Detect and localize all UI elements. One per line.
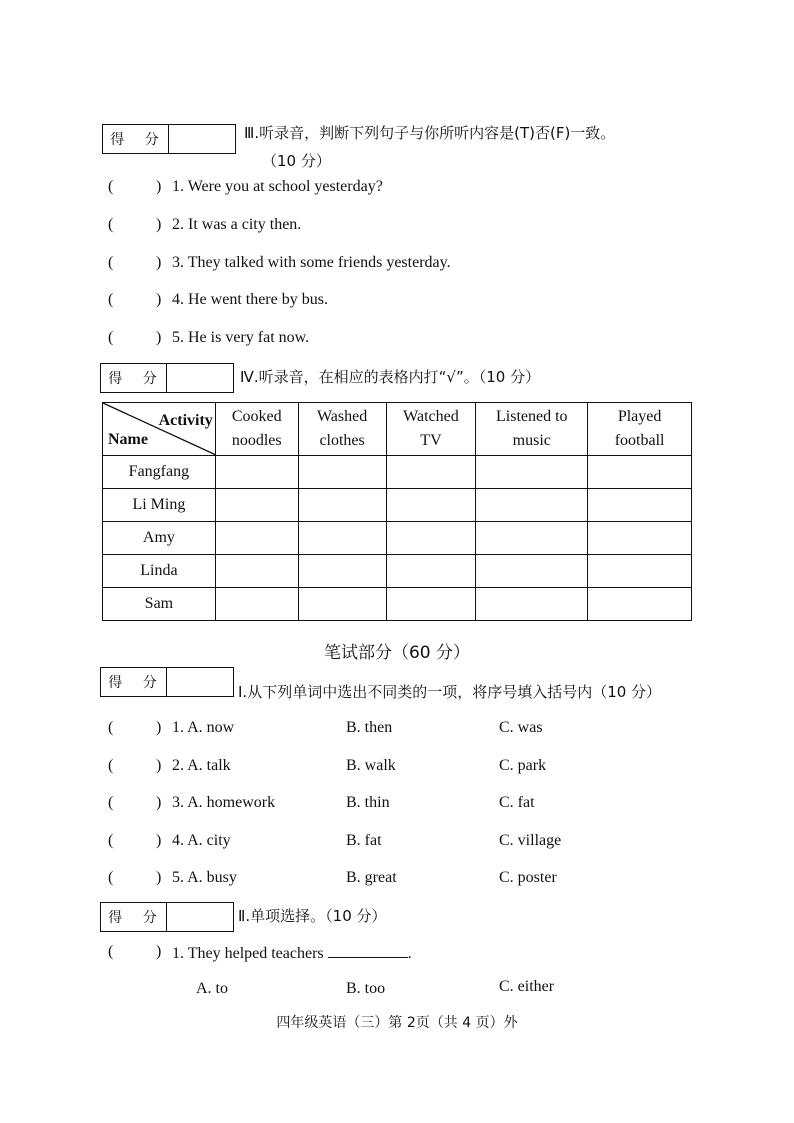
answer-paren-close: ) [156,719,162,736]
written2-heading: Ⅱ.单项选择。（10 分） [238,907,387,925]
answer-cell[interactable] [215,555,298,588]
answer-paren-open: ( [108,178,114,195]
score-label: 得 分 [101,364,167,392]
part3-heading: Ⅲ.听录音，判断下列句子与你所听内容是(T)否(F)一致。 [244,124,616,142]
name-header: Name [108,431,148,448]
column-header [215,403,298,456]
answer-paren-close: ) [156,757,162,774]
answer-paren-close: ) [156,794,162,811]
column-header-line: Washed [316,408,368,425]
option-c: C. either [499,978,555,995]
answer-paren-close: ) [156,329,162,346]
column-header-line: music [512,432,551,449]
option-c: C. poster [499,869,557,886]
column-header [588,403,692,456]
answer-paren-close: ) [156,178,162,195]
table-row [103,522,692,555]
answer-cell[interactable] [298,456,386,489]
option-b: B. walk [346,757,396,774]
answer-cell[interactable] [215,456,298,489]
activity-table [102,402,692,621]
score-box-part3 [102,124,236,154]
column-header-line: Watched [403,408,459,425]
answer-paren-close: ) [156,943,162,960]
answer-cell[interactable] [588,456,692,489]
answer-paren-open: ( [108,291,114,308]
score-label: 得 分 [103,125,169,153]
question-text: 2. It was a city then. [172,216,302,233]
answer-cell[interactable] [588,588,692,621]
score-value-field[interactable] [169,125,235,153]
option-a: 2. A. talk [172,757,231,774]
score-box-written1 [100,667,234,697]
answer-cell[interactable] [476,522,588,555]
option-b: B. great [346,869,397,886]
answer-paren-open: ( [108,832,114,849]
written1-heading: Ⅰ.从下列单词中选出不同类的一项，将序号填入括号内（10 分） [238,683,662,701]
answer-paren-open: ( [108,869,114,886]
option-c: C. park [499,757,547,774]
option-a: 5. A. busy [172,869,237,886]
answer-paren-open: ( [108,329,114,346]
row-name: Amy [103,522,216,555]
answer-cell[interactable] [215,588,298,621]
option-a: 4. A. city [172,832,231,849]
table-row [103,555,692,588]
answer-cell[interactable] [386,489,476,522]
score-box-part4 [100,363,234,393]
answer-cell[interactable] [476,489,588,522]
answer-paren-close: ) [156,216,162,233]
answer-cell[interactable] [215,522,298,555]
answer-paren-open: ( [108,794,114,811]
answer-paren-open: ( [108,254,114,271]
column-header-line: Listened to [496,408,568,425]
answer-cell[interactable] [298,588,386,621]
answer-cell[interactable] [215,489,298,522]
column-header-line: Played [617,408,662,425]
score-box-written2 [100,902,234,932]
score-value-field[interactable] [167,903,233,931]
answer-cell[interactable] [298,555,386,588]
answer-cell[interactable] [476,555,588,588]
column-header-line: football [614,432,665,449]
question-text: 3. They talked with some friends yesterday. [172,254,451,271]
answer-cell[interactable] [386,588,476,621]
score-value-field[interactable] [167,364,233,392]
answer-cell[interactable] [386,555,476,588]
row-name: Li Ming [103,489,216,522]
answer-paren-close: ) [156,254,162,271]
option-c: C. was [499,719,543,736]
answer-cell[interactable] [588,522,692,555]
answer-cell[interactable] [476,588,588,621]
column-header [386,403,476,456]
score-value-field[interactable] [167,668,233,696]
column-header [298,403,386,456]
option-b: B. thin [346,794,390,811]
answer-cell[interactable] [298,489,386,522]
table-corner-cell [103,403,216,456]
column-header-line: clothes [319,432,365,449]
column-header-line: TV [420,432,442,449]
score-label: 得 分 [101,668,167,696]
option-c: C. village [499,832,562,849]
answer-paren-close: ) [156,832,162,849]
table-row [103,588,692,621]
answer-blank[interactable] [328,943,408,958]
activity-header: Activity [158,412,213,429]
answer-paren-open: ( [108,719,114,736]
answer-cell[interactable] [386,522,476,555]
question-text [172,943,412,963]
table-row [103,456,692,489]
question-stem: 1. They helped teachers [172,945,324,962]
written-section-title: 笔试部分（60 分） [323,643,471,663]
score-label: 得 分 [101,903,167,931]
answer-cell[interactable] [386,456,476,489]
row-name: Linda [103,555,216,588]
answer-cell[interactable] [298,522,386,555]
question-text: 4. He went there by bus. [172,291,328,308]
part4-heading: Ⅳ.听录音，在相应的表格内打“√”。（10 分） [240,368,541,386]
column-header-line: noodles [231,432,282,449]
question-end: . [407,945,412,962]
column-header-line: Cooked [231,408,282,425]
answer-cell[interactable] [588,489,692,522]
option-a: 1. A. now [172,719,235,736]
answer-cell[interactable] [588,555,692,588]
option-b: B. too [346,980,386,997]
part3-points: （10 分） [262,152,331,170]
answer-cell[interactable] [476,456,588,489]
option-a: A. to [196,980,228,997]
answer-paren-close: ) [156,869,162,886]
answer-paren-open: ( [108,757,114,774]
question-text: 1. Were you at school yesterday? [172,178,383,195]
answer-paren-open: ( [108,216,114,233]
table-header-row [103,403,692,456]
option-b: B. fat [346,832,382,849]
answer-paren-open: ( [108,943,114,960]
option-b: B. then [346,719,393,736]
question-text: 5. He is very fat now. [172,329,310,346]
option-c: C. fat [499,794,535,811]
page-footer: 四年级英语（三）第 2页（共 4 页）外 [276,1015,518,1031]
column-header [476,403,588,456]
answer-paren-close: ) [156,291,162,308]
table-row [103,489,692,522]
option-a: 3. A. homework [172,794,276,811]
row-name: Fangfang [103,456,216,489]
row-name: Sam [103,588,216,621]
